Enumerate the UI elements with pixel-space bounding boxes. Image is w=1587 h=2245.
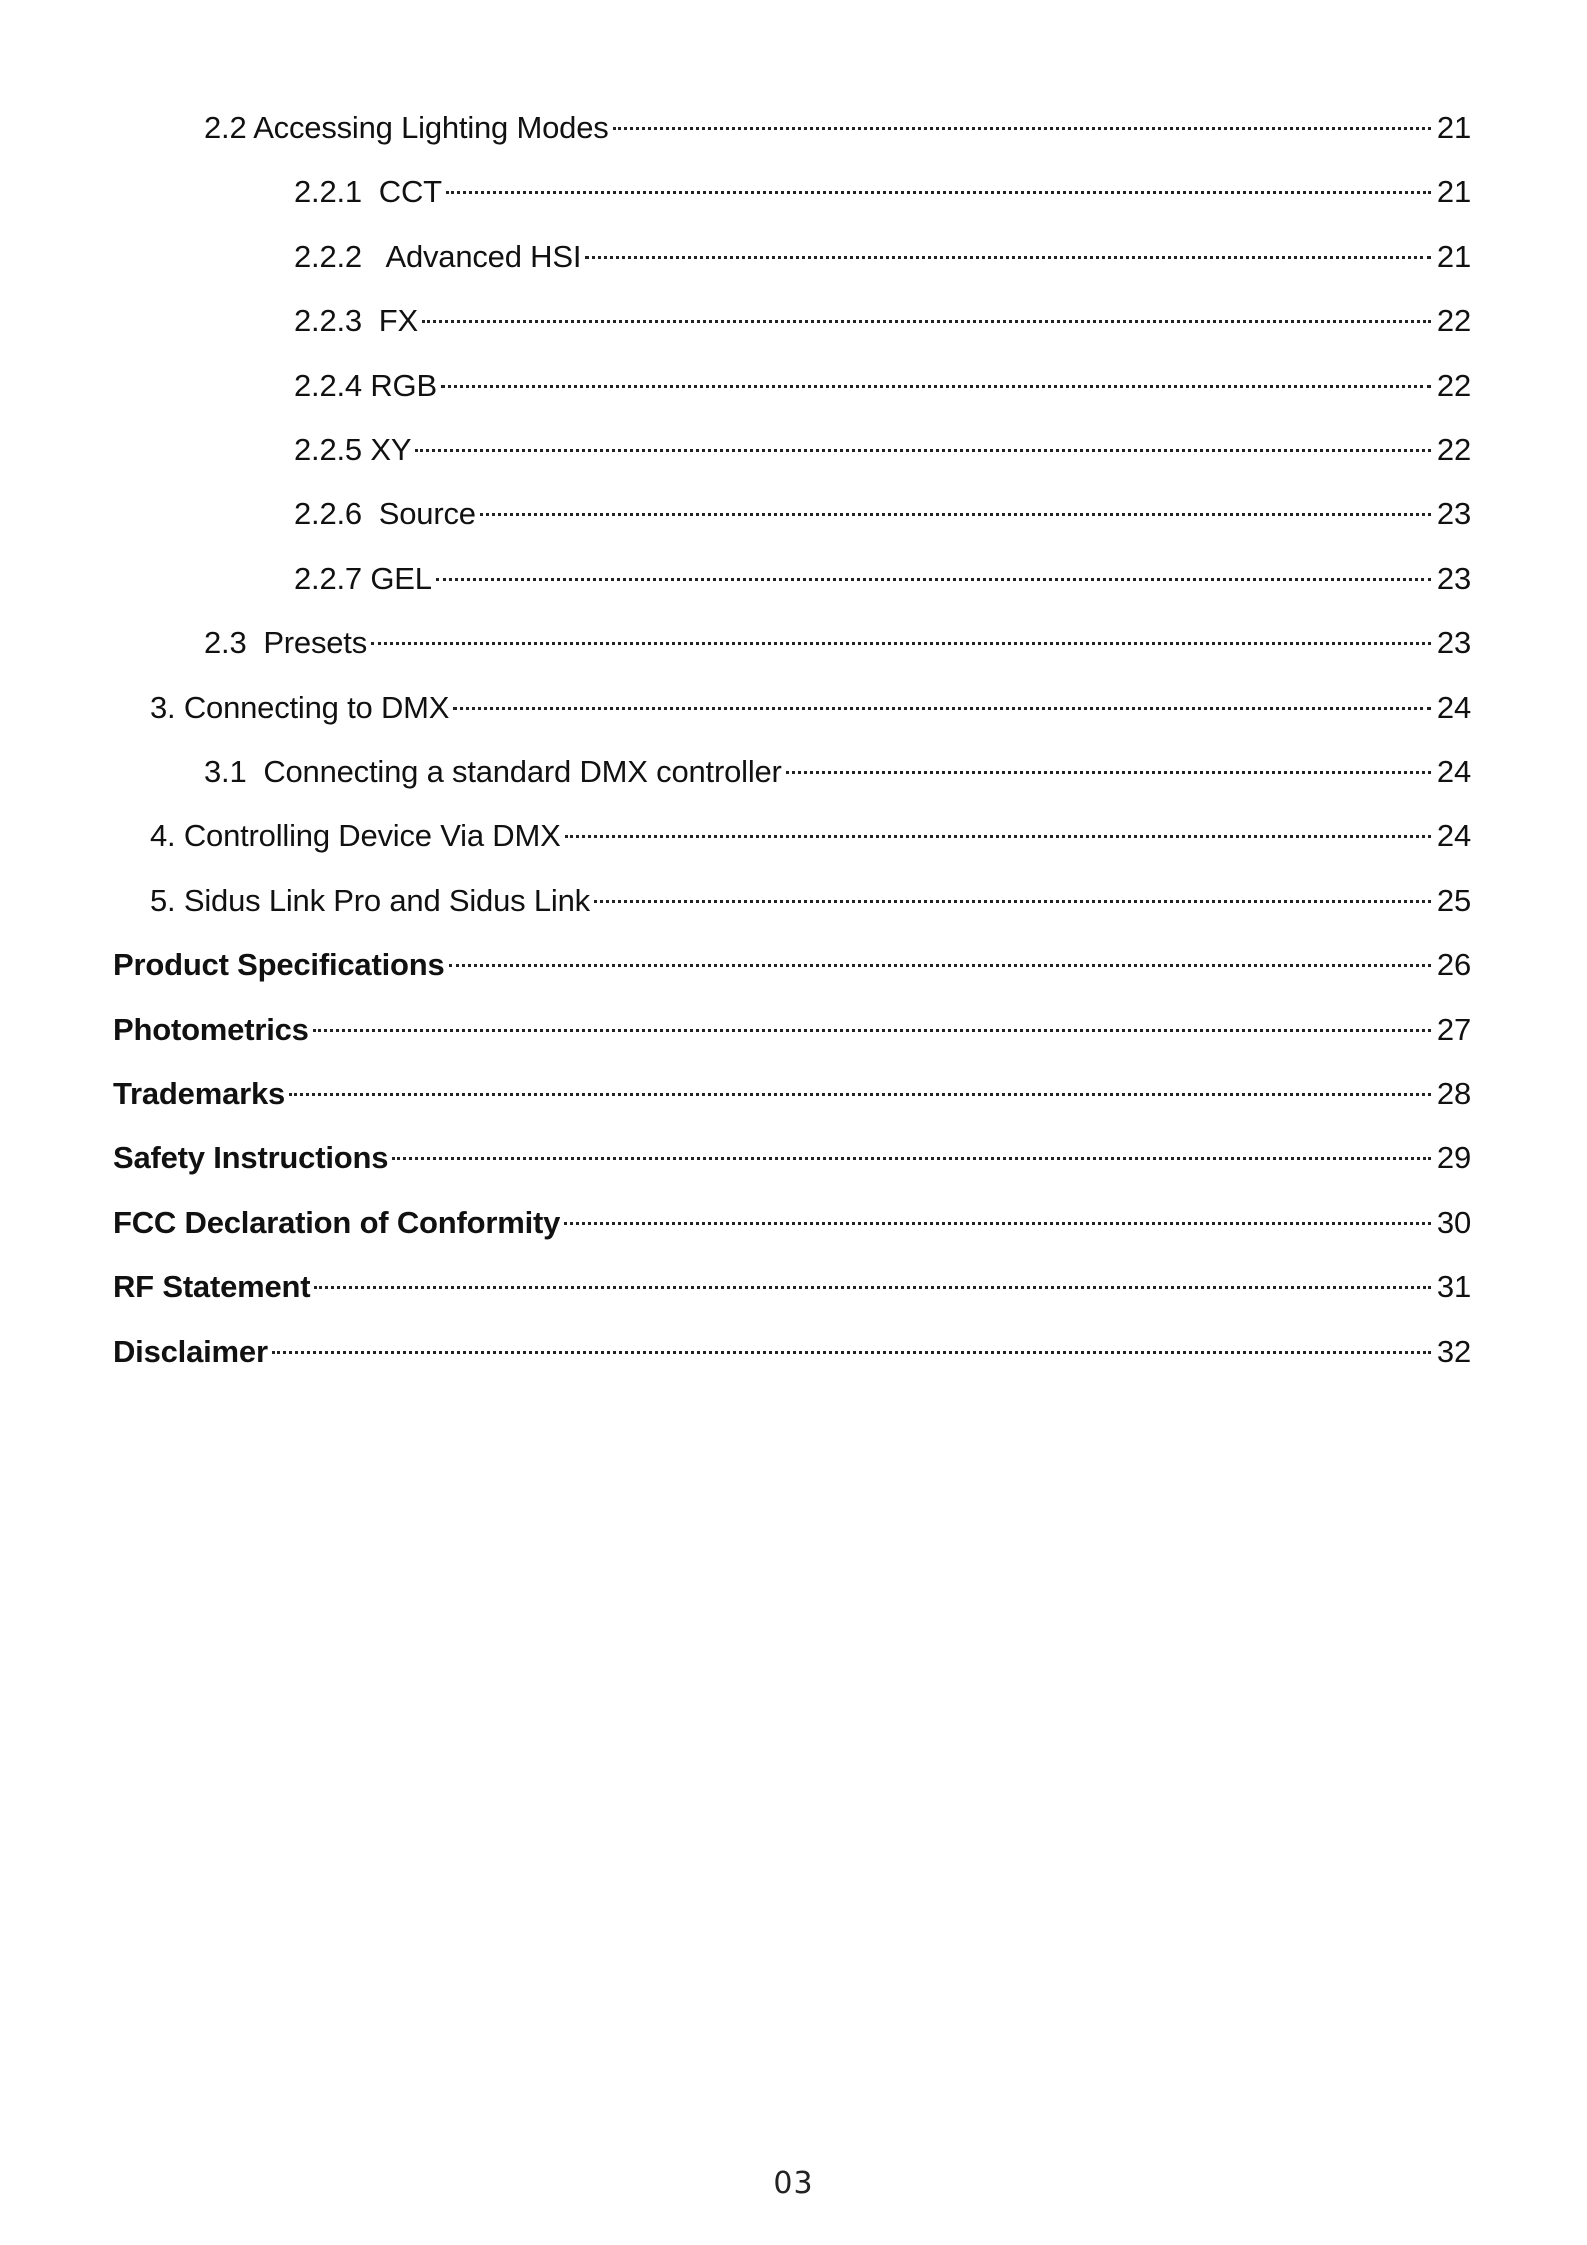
toc-dot-leader: [392, 1157, 1431, 1160]
toc-entry[interactable]: [204, 750, 1471, 794]
toc-entry-title: 2.2.4 RGB: [294, 367, 437, 403]
toc-entry[interactable]: [113, 1330, 1471, 1374]
toc-dot-leader: [786, 771, 1431, 774]
toc-dot-leader: [436, 578, 1431, 581]
toc-entry-page: 25: [1436, 882, 1471, 918]
toc-entry-title: RF Statement: [113, 1269, 311, 1305]
toc-entry-page: 23: [1436, 496, 1471, 532]
toc-entry-title: 5. Sidus Link Pro and Sidus Link: [150, 882, 590, 918]
toc-entry[interactable]: [294, 299, 1471, 343]
toc-entry-page: 32: [1436, 1333, 1471, 1369]
toc-entry-title: 2.2.2 Advanced HSI: [294, 238, 582, 274]
toc-entry-title: 2.3 Presets: [204, 625, 368, 661]
toc-dot-leader: [422, 320, 1431, 323]
toc-entry-title: Safety Instructions: [113, 1140, 389, 1176]
toc-entry-page: 23: [1436, 560, 1471, 596]
toc-entry-page: 22: [1436, 303, 1471, 339]
toc-entry-title: Disclaimer: [113, 1333, 268, 1369]
toc-entry-page: 21: [1436, 238, 1471, 274]
toc-entry[interactable]: [294, 364, 1471, 408]
toc-entry-page: 26: [1436, 947, 1471, 983]
toc-entry-page: 22: [1436, 432, 1471, 467]
toc-entry-page: 24: [1436, 689, 1471, 725]
toc-entry-page: 28: [1436, 1076, 1471, 1111]
toc-entry[interactable]: [294, 428, 1471, 472]
toc-entry-title: 2.2.3 FX: [294, 303, 418, 339]
toc-dot-leader: [272, 1351, 1431, 1354]
toc-entry[interactable]: [294, 557, 1471, 601]
toc-dot-leader: [415, 449, 1431, 452]
toc-entry[interactable]: [113, 1136, 1471, 1180]
toc-entry-title: FCC Declaration of Conformity: [113, 1204, 561, 1240]
toc-dot-leader: [314, 1286, 1431, 1289]
toc-dot-leader: [371, 642, 1431, 645]
toc-entry-page: 24: [1436, 754, 1471, 789]
toc-entry-title: 3. Connecting to DMX: [150, 689, 450, 725]
toc-dot-leader: [313, 1029, 1431, 1032]
toc-entry[interactable]: [294, 170, 1471, 214]
toc-entry[interactable]: [294, 492, 1471, 536]
toc-entry[interactable]: [113, 1265, 1471, 1309]
toc-entry-page: 24: [1436, 818, 1471, 854]
toc-entry-page: 29: [1436, 1140, 1471, 1176]
toc-dot-leader: [441, 385, 1431, 388]
toc-entry-page: 22: [1436, 367, 1471, 403]
toc-entry-page: 21: [1436, 174, 1471, 210]
toc-dot-leader: [565, 835, 1431, 838]
toc-dot-leader: [446, 191, 1431, 194]
toc-entry-title: Trademarks: [113, 1076, 286, 1111]
toc-entry[interactable]: [204, 106, 1471, 150]
toc-dot-leader: [480, 513, 1431, 516]
toc-dot-leader: [564, 1222, 1431, 1225]
toc-entry[interactable]: [150, 814, 1471, 858]
toc-entry-page: 23: [1436, 625, 1471, 661]
page-number: 03: [773, 2166, 814, 2201]
toc-entry[interactable]: [113, 943, 1471, 987]
toc-entry-title: 2.2.5 XY: [294, 432, 412, 467]
toc-entry-title: 2.2 Accessing Lighting Modes: [204, 110, 609, 145]
toc-entry-title: 2.2.1 CCT: [294, 174, 442, 210]
toc-dot-leader: [585, 256, 1431, 259]
toc-entry-page: 21: [1436, 110, 1471, 145]
toc-dot-leader: [453, 707, 1431, 710]
toc-entry-title: Photometrics: [113, 1011, 309, 1047]
toc-entry-page: 27: [1436, 1011, 1471, 1047]
toc-entry[interactable]: [204, 621, 1471, 665]
toc-entry[interactable]: [150, 686, 1471, 730]
toc-entry-title: 2.2.7 GEL: [294, 560, 432, 596]
toc-entry-title: 3.1 Connecting a standard DMX controller: [204, 754, 782, 789]
toc-dot-leader: [613, 127, 1431, 130]
toc-entry[interactable]: [113, 1008, 1471, 1052]
toc-entry-title: Product Specifications: [113, 947, 445, 983]
toc-entry[interactable]: [150, 879, 1471, 923]
toc-entry[interactable]: [113, 1201, 1471, 1245]
toc-entry[interactable]: [113, 1072, 1471, 1116]
toc-entry-page: 31: [1436, 1269, 1471, 1305]
toc-entry[interactable]: [294, 235, 1471, 279]
toc-entry-title: 4. Controlling Device Via DMX: [150, 818, 561, 854]
toc-dot-leader: [594, 900, 1431, 903]
toc-entry-title: 2.2.6 Source: [294, 496, 476, 532]
toc-dot-leader: [449, 964, 1431, 967]
toc-entry-page: 30: [1436, 1204, 1471, 1240]
toc-dot-leader: [289, 1093, 1431, 1096]
